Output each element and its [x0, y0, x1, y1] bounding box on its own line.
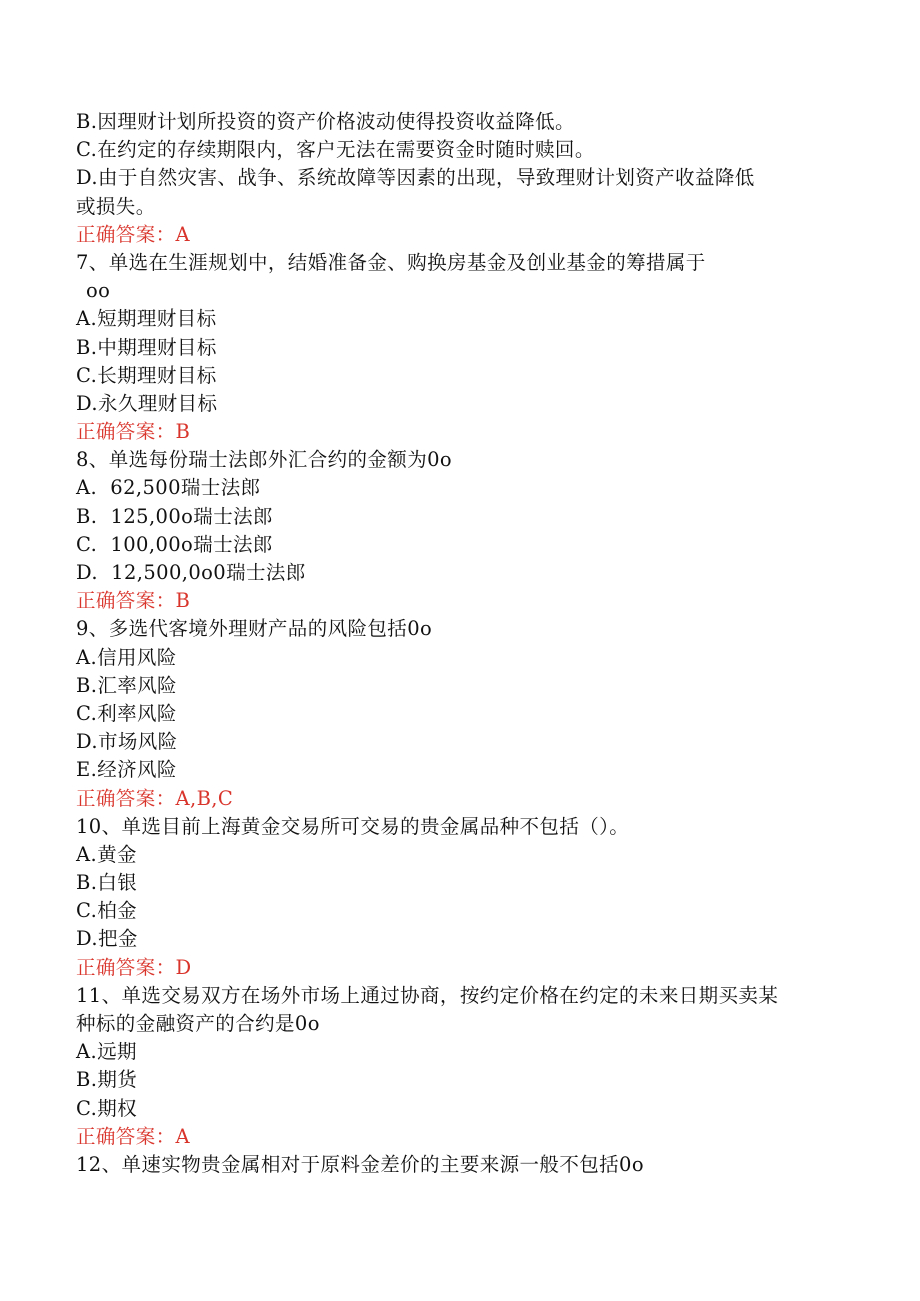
- correct-answer: 正确答案：B: [76, 420, 191, 444]
- correct-answer: 正确答案：D: [76, 955, 192, 979]
- correct-answer: 正确答案：B: [76, 589, 191, 613]
- question-7: 7、单选在生涯规划中，结婚准备金、购换房基金及创业基金的筹措属于: [76, 250, 706, 274]
- question-12: 12、单速实物贵金属相对于原料金差价的主要来源一般不包括0o: [76, 1152, 644, 1176]
- option-line: C. 100,00o瑞士法郎: [76, 532, 273, 556]
- option-line: E.经济风险: [76, 758, 177, 782]
- option-line: A.远期: [76, 1040, 137, 1064]
- option-line: A.信用风险: [76, 645, 177, 669]
- question-9: 9、多选代客境外理财产品的风险包括0o: [76, 617, 433, 641]
- question-11: 11、单选交易双方在场外市场上通过协商，按约定价格在约定的未来日期买卖某: [76, 983, 779, 1007]
- question-7-continued: oo: [86, 279, 111, 303]
- option-line: D.把金: [76, 927, 138, 951]
- document-body: [76, 108, 856, 1179]
- option-line: A. 62,500瑞士法郎: [76, 476, 261, 500]
- option-line-continued: 或损失。: [76, 194, 156, 218]
- option-line: D. 12,500,0o0瑞士法郎: [76, 561, 306, 584]
- option-line: B.中期理财目标: [76, 335, 217, 359]
- option-line: B.白银: [76, 871, 138, 895]
- question-10: 10、单选目前上海黄金交易所可交易的贵金属品种不包括（）。: [76, 814, 630, 838]
- option-line: B. 125,00o瑞士法郎: [76, 504, 273, 528]
- option-line: D.永久理财目标: [76, 391, 218, 415]
- option-line: C.期权: [76, 1096, 138, 1120]
- option-line: A.黄金: [76, 842, 137, 866]
- correct-answer: 正确答案：A,B,C: [76, 786, 234, 810]
- option-line: B.因理财计划所投资的资产价格波动使得投资收益降低。: [76, 110, 575, 133]
- option-line: C.利率风险: [76, 701, 177, 725]
- option-line: A.短期理财目标: [76, 307, 217, 331]
- correct-answer: 正确答案：A: [76, 222, 190, 246]
- option-line: C.在约定的存续期限内，客户无法在需要资金时随时赎回。: [76, 138, 595, 162]
- question-8: 8、单选每份瑞士法郎外汇合约的金额为0o: [76, 448, 453, 472]
- option-line: C.柏金: [76, 899, 138, 923]
- option-line: B.汇率风险: [76, 673, 177, 697]
- option-line: D.市场风险: [76, 730, 178, 754]
- option-line: D.由于自然灾害、战争、系统故障等因素的出现，导致理财计划资产收益降低: [76, 166, 755, 190]
- question-11-continued: 种标的金融资产的合约是0o: [76, 1012, 320, 1035]
- correct-answer: 正确答案：A: [76, 1124, 190, 1148]
- option-line: C.长期理财目标: [76, 363, 217, 387]
- option-line: B.期货: [76, 1068, 138, 1092]
